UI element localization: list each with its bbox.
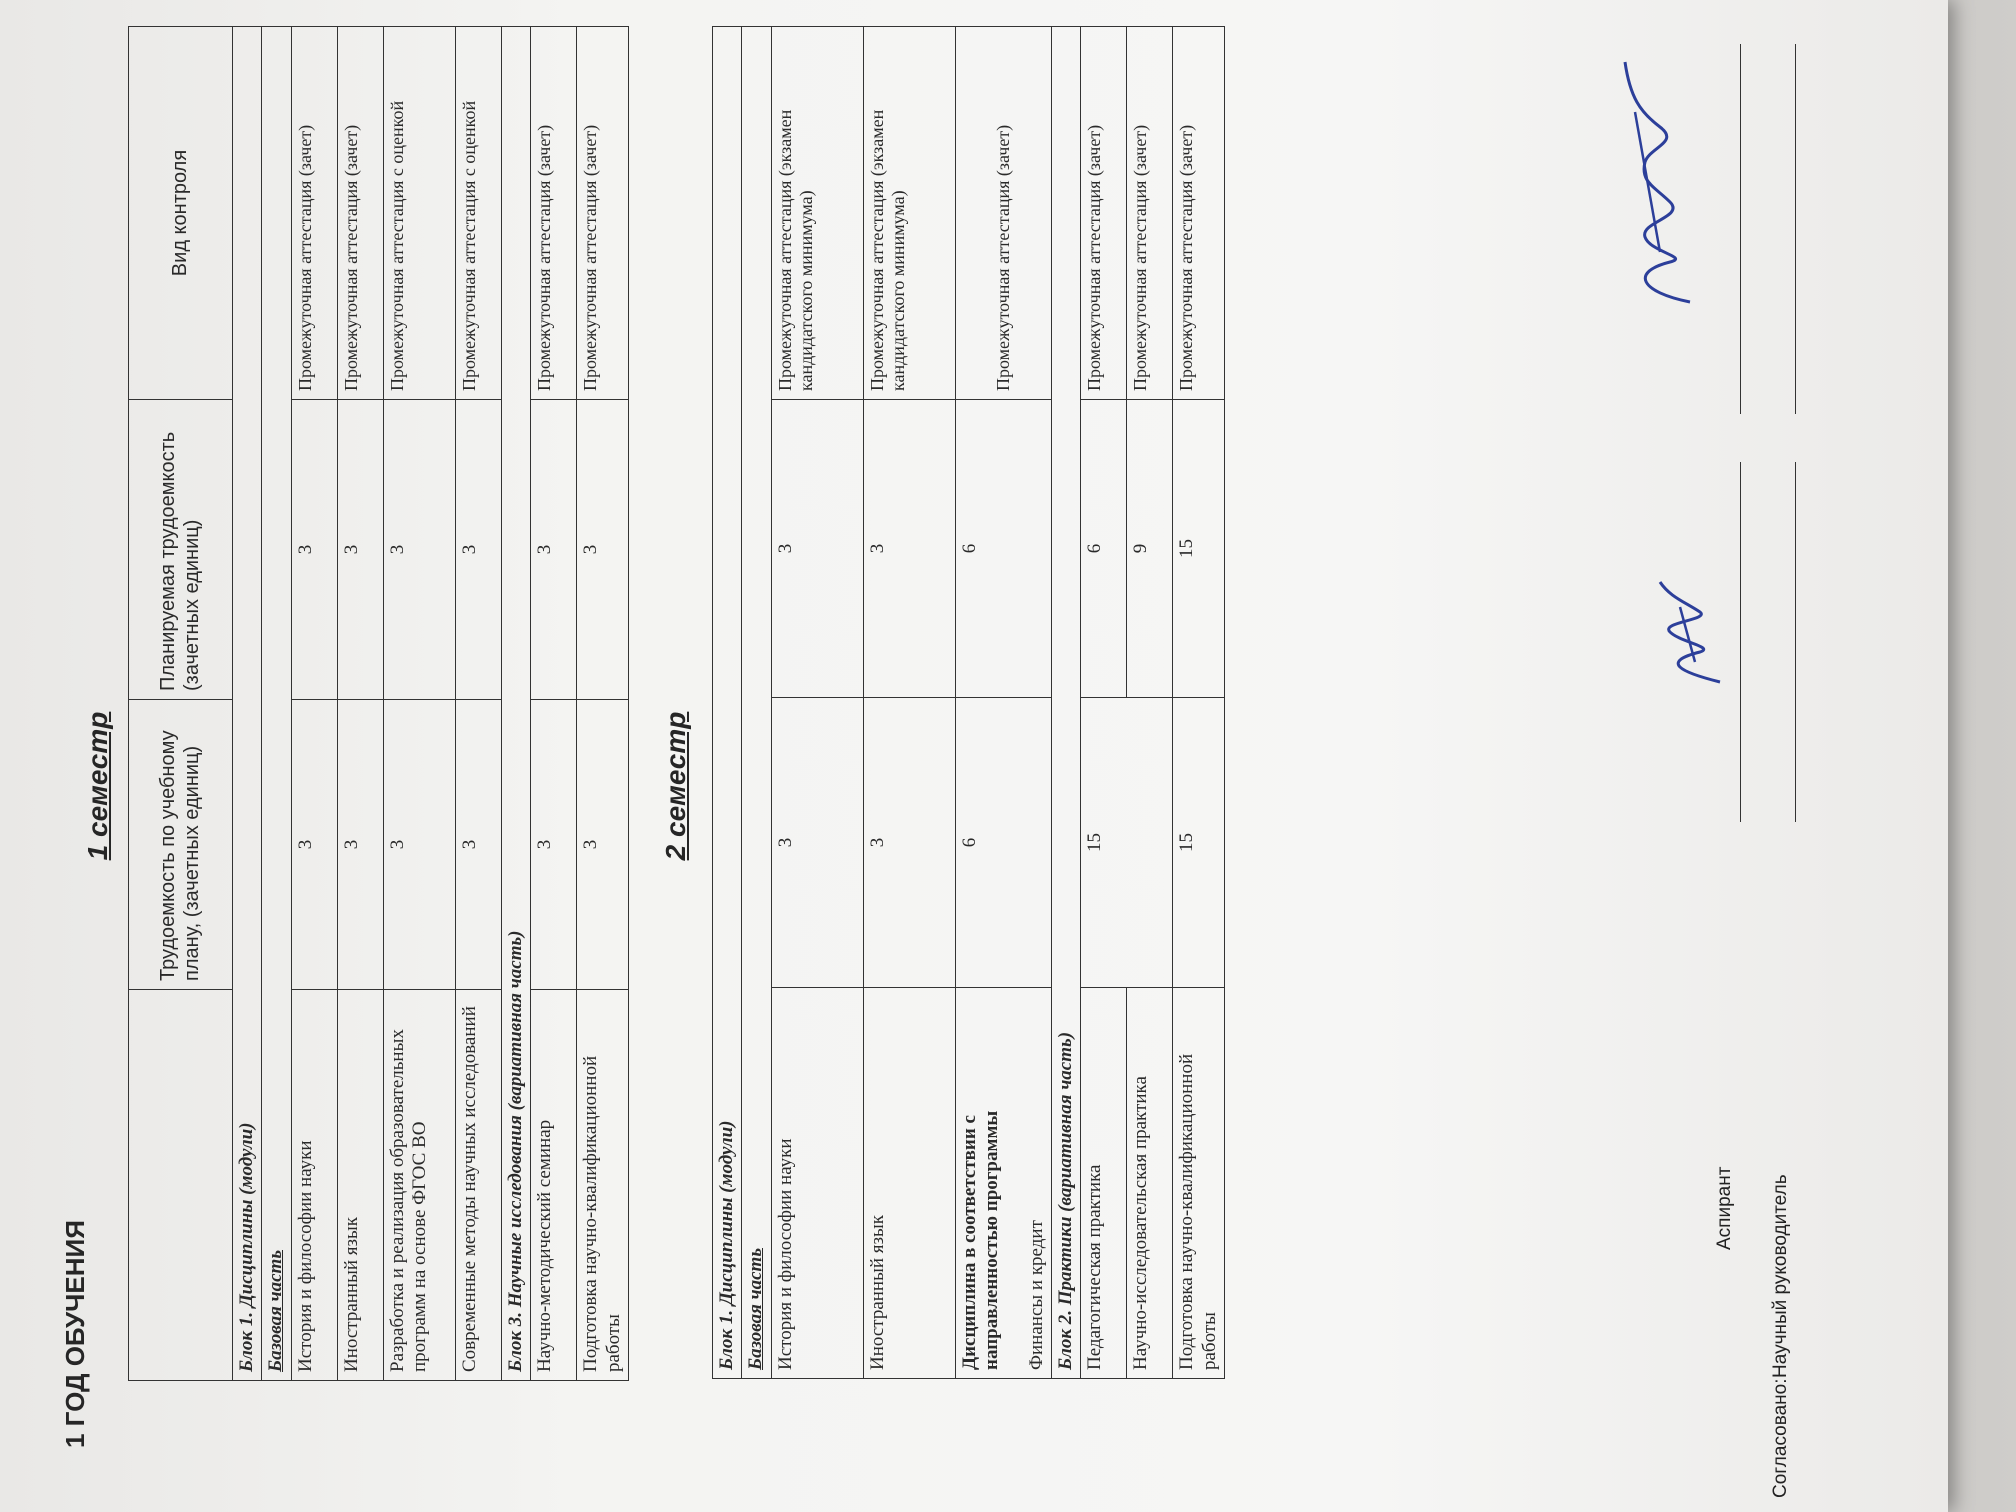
control-type: Промежуточная аттестация с оценкой xyxy=(383,27,455,400)
table-row xyxy=(1081,26,1127,1378)
block-3-title: Блок 3. Научные исследования (вариативная часть) xyxy=(501,27,530,1381)
control-type: Промежуточная аттестация (зачет) xyxy=(1173,26,1225,399)
plan-credits: 15 xyxy=(1081,698,1173,988)
table-row xyxy=(337,27,383,1381)
aspirant-signature-line xyxy=(1740,462,1741,822)
table-row xyxy=(1173,26,1225,1378)
table-row xyxy=(455,27,501,1381)
direction-discipline: Дисциплина в соответствии с направленностью программы xyxy=(958,1110,1003,1370)
planned-credits: 3 xyxy=(455,400,501,700)
table-row xyxy=(863,26,955,1378)
section-row xyxy=(713,26,742,1378)
control-type: Промежуточная аттестация (зачет) xyxy=(531,27,577,400)
discipline-name: Педагогическая практика xyxy=(1081,988,1127,1379)
direction-cell xyxy=(955,988,1051,1379)
planned-credits: 3 xyxy=(337,400,383,700)
planned-credits: 3 xyxy=(383,400,455,700)
control-type: Промежуточная аттестация (зачет) xyxy=(291,27,337,400)
discipline-name: Подготовка научно-квалификационной работы xyxy=(1173,988,1225,1379)
discipline-name: Иностранный язык xyxy=(863,988,955,1379)
page-heading: 1 ГОД ОБУЧЕНИЯ xyxy=(60,1220,90,1448)
section-row xyxy=(1052,26,1081,1378)
control-type: Промежуточная аттестация (зачет) xyxy=(1127,26,1173,399)
subsection-row xyxy=(742,26,771,1378)
base-part-title: Базовая часть xyxy=(262,27,291,1381)
plan-credits: 3 xyxy=(383,700,455,990)
supervisor-label: Научный руководитель xyxy=(1770,1174,1791,1378)
aspirant-name-line xyxy=(1740,44,1741,414)
table-header-row xyxy=(129,27,233,1381)
header-planned-credits: Планируемая трудоемкость (зачетных единиц) xyxy=(129,400,233,700)
plan-credits: 3 xyxy=(291,700,337,990)
section-row xyxy=(501,27,530,1381)
planned-credits: 3 xyxy=(291,400,337,700)
planned-credits: 3 xyxy=(771,400,863,698)
table-row xyxy=(291,27,337,1381)
base-part-title: Базовая часть xyxy=(742,26,771,1378)
supervisor-signature-line xyxy=(1795,462,1796,822)
control-type: Промежуточная аттестация (зачет) xyxy=(337,27,383,400)
block-1-title: Блок 1. Дисциплины (модули) xyxy=(713,26,742,1378)
table-row xyxy=(531,27,577,1381)
planned-credits: 3 xyxy=(863,400,955,698)
block-2-title: Блок 2. Практики (вариативная часть) xyxy=(1052,26,1081,1378)
control-type: Промежуточная аттестация (зачет) xyxy=(1081,26,1127,399)
control-type: Промежуточная аттестация (экзамен кандидатского минимума) xyxy=(863,26,955,399)
planned-credits: 9 xyxy=(1127,400,1173,698)
semester-2-table xyxy=(712,26,1225,1379)
plan-credits: 3 xyxy=(337,700,383,990)
discipline-name: Разработка и реализация образовательных программ на основе ФГОС ВО xyxy=(383,990,455,1381)
header-plan-credits: Трудоемкость по учебному плану, (зачетных единиц) xyxy=(129,700,233,990)
control-type: Промежуточная аттестация с оценкой xyxy=(455,27,501,400)
semester-2-title: 2 семестр xyxy=(660,711,691,861)
plan-credits: 15 xyxy=(1173,698,1225,988)
table-row xyxy=(577,27,629,1381)
planned-credits: 6 xyxy=(955,400,1051,698)
control-type: Промежуточная аттестация (зачет) xyxy=(955,26,1051,399)
plan-credits: 3 xyxy=(863,698,955,988)
plan-credits: 3 xyxy=(531,700,577,990)
aspirant-label: Аспирант xyxy=(1714,1166,1735,1250)
planned-credits: 6 xyxy=(1081,400,1127,698)
semester-1-table xyxy=(128,26,629,1381)
plan-credits: 3 xyxy=(771,698,863,988)
block-1-title: Блок 1. Дисциплины (модули) xyxy=(233,27,262,1381)
section-row xyxy=(233,27,262,1381)
table-row xyxy=(771,26,863,1378)
table-row xyxy=(955,26,1051,1378)
plan-credits: 6 xyxy=(955,698,1051,988)
semester-1-title: 1 семестр xyxy=(82,711,113,861)
planned-credits: 3 xyxy=(531,400,577,700)
agreed-label: Согласовано: xyxy=(1770,1378,1791,1498)
plan-credits: 3 xyxy=(577,700,629,990)
planned-credits: 3 xyxy=(577,400,629,700)
subsection-row xyxy=(262,27,291,1381)
finance-discipline: Финансы и кредит xyxy=(1025,1220,1047,1370)
planned-credits: 15 xyxy=(1173,400,1225,698)
header-discipline xyxy=(129,990,233,1381)
discipline-name: История и философии науки xyxy=(771,988,863,1379)
plan-credits: 3 xyxy=(455,700,501,990)
supervisor-signature xyxy=(1600,52,1720,312)
discipline-name: Научно-исследовательская практика xyxy=(1127,988,1173,1379)
discipline-name: Современные методы научных исследований xyxy=(455,990,501,1381)
discipline-name: Подготовка научно-квалификационной работы xyxy=(577,990,629,1381)
discipline-name: Иностранный язык xyxy=(337,990,383,1381)
supervisor-name-line xyxy=(1795,44,1796,414)
table-row xyxy=(383,27,455,1381)
discipline-name: История и философии науки xyxy=(291,990,337,1381)
control-type: Промежуточная аттестация (зачет) xyxy=(577,27,629,400)
aspirant-signature xyxy=(1640,572,1740,692)
discipline-name: Научно-методический семинар xyxy=(531,990,577,1381)
header-control-type: Вид контроля xyxy=(129,27,233,400)
control-type: Промежуточная аттестация (экзамен кандидатского минимума) xyxy=(771,26,863,399)
